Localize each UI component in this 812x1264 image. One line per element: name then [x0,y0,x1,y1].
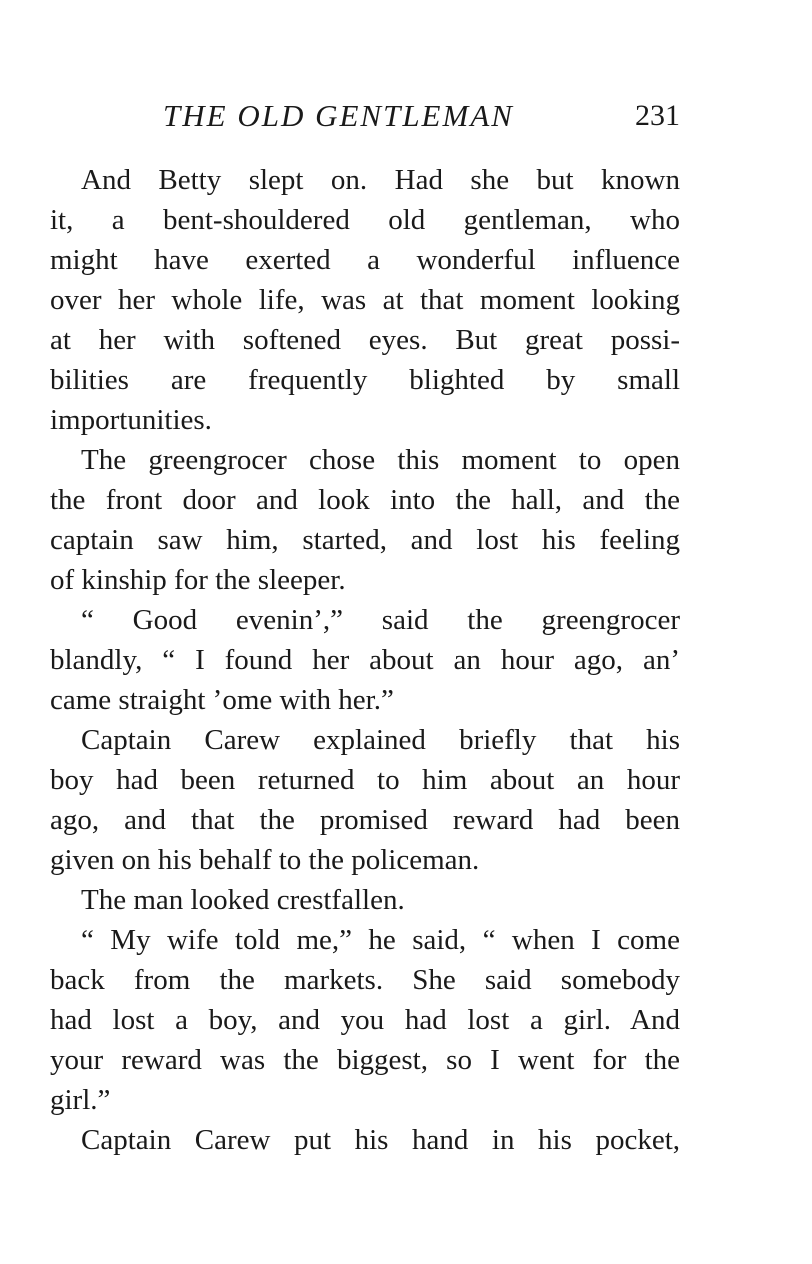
text-line: And Betty slept on. Had she but known [81,164,680,196]
text-line: at her with softened eyes. But great possi- [50,324,680,356]
page-number: 231 [635,99,680,132]
text-line: had lost a boy, and you had lost a girl. And [50,1004,680,1036]
text-line: over her whole life, was at that moment looking [50,284,680,316]
running-head [50,96,680,136]
text-line: The greengrocer chose this moment to open [81,444,680,476]
body-text [50,160,680,1160]
text-line: of kinship for the sleeper. [50,564,346,596]
text-line: given on his behalf to the policeman. [50,844,480,876]
text-line: “ Good evenin’,” said the greengrocer [81,604,680,636]
text-line: “ My wife told me,” he said, “ when I come [81,924,680,956]
text-line: ago, and that the promised reward had been [50,804,680,836]
text-line: your reward was the biggest, so I went for the [50,1044,680,1076]
text-line: importunities. [50,404,212,436]
text-line: girl.” [50,1084,111,1116]
text-line: blandly, “ I found her about an hour ago, an’ [50,644,680,676]
text-line: boy had been returned to him about an hour [50,764,680,796]
text-line: might have exerted a wonderful influence [50,244,680,276]
text-line: bilities are frequently blighted by small [50,364,680,396]
text-line: it, a bent-shouldered old gentleman, who [50,204,680,236]
running-title: THE OLD GENTLEMAN [163,98,514,133]
text-line: came straight ’ome with her.” [50,684,394,716]
text-line: back from the markets. She said somebody [50,964,680,996]
text-line: the front door and look into the hall, and the [50,484,680,516]
text-line: The man looked crestfallen. [81,884,405,916]
text-line: Captain Carew put his hand in his pocket, [81,1124,680,1156]
text-line: Captain Carew explained briefly that his [81,724,680,756]
text-line: captain saw him, started, and lost his feeling [50,524,680,556]
